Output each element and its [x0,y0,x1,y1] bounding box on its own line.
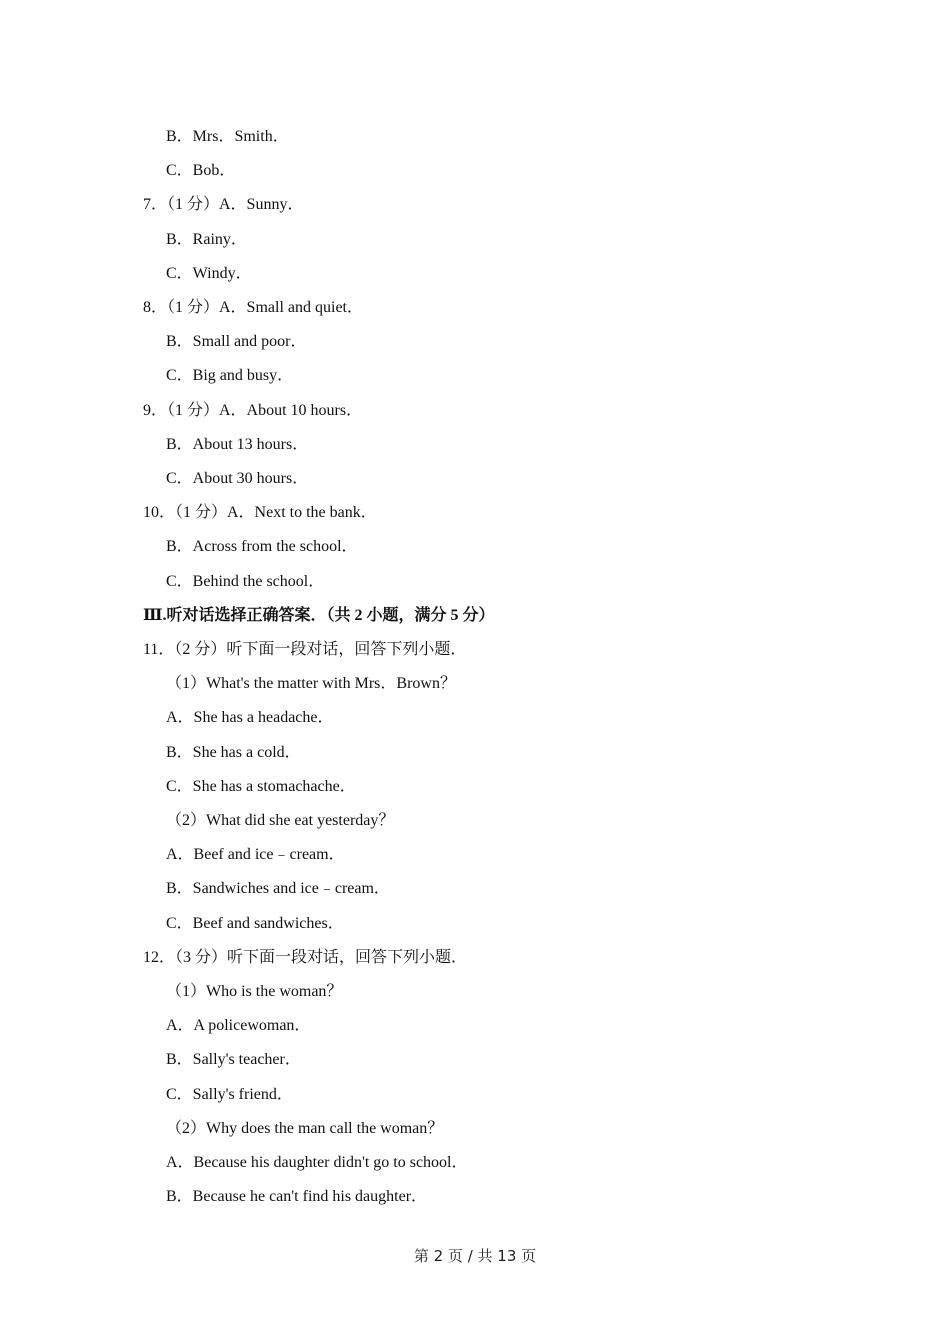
answer-option: C．About 30 hours． [166,470,309,487]
answer-option: B．Rainy． [166,231,247,248]
question-line: 9．（1 分）A．About 10 hours． [143,402,363,419]
answer-option: B．About 13 hours． [166,436,309,453]
answer-option: C．Beef and sandwiches． [166,915,344,932]
sub-question: （2）What did she eat yesterday？ [166,812,395,829]
answer-option: C．Behind the school． [166,573,325,590]
question-line: 12．（3 分）听下面一段对话，回答下列小题． [143,949,468,966]
question-line: 8．（1 分）A．Small and quiet． [143,299,363,316]
answer-option: A．A policewoman． [166,1017,311,1034]
section-heading: Ⅲ.听对话选择正确答案．（共 2 小题，满分 5 分） [143,607,495,624]
answer-option: C．Sally's friend． [166,1086,293,1103]
sub-question: （1）What's the matter with Mrs．Brown？ [166,675,456,692]
answer-option: B．Sally's teacher． [166,1051,301,1068]
answer-option: C．She has a stomachache． [166,778,356,795]
answer-option: C．Windy． [166,265,252,282]
answer-option: A．She has a headache． [166,709,334,726]
question-line: 10．（1 分）A．Next to the bank． [143,504,377,521]
sub-question: （1）Who is the woman？ [166,983,343,1000]
sub-question: （2）Why does the man call the woman？ [166,1120,444,1137]
answer-option: B．Because he can't find his daughter． [166,1188,428,1205]
answer-option: C．Bob． [166,162,236,179]
answer-option: B．She has a cold． [166,744,301,761]
answer-option: B．Sandwiches and ice﹣cream． [166,880,390,897]
answer-option: B．Small and poor． [166,333,307,350]
answer-option: B．Across from the school． [166,538,358,555]
page-footer: 第 2 页 / 共 13 页 [413,1247,537,1265]
question-line: 7．（1 分）A．Sunny． [143,196,304,213]
answer-option: C．Big and busy． [166,367,294,384]
answer-option: B．Mrs．Smith． [166,128,289,145]
answer-option: A．Because his daughter didn't go to school． [166,1154,468,1171]
answer-option: A．Beef and ice﹣cream． [166,846,345,863]
question-line: 11．（2 分）听下面一段对话，回答下列小题． [143,641,467,658]
